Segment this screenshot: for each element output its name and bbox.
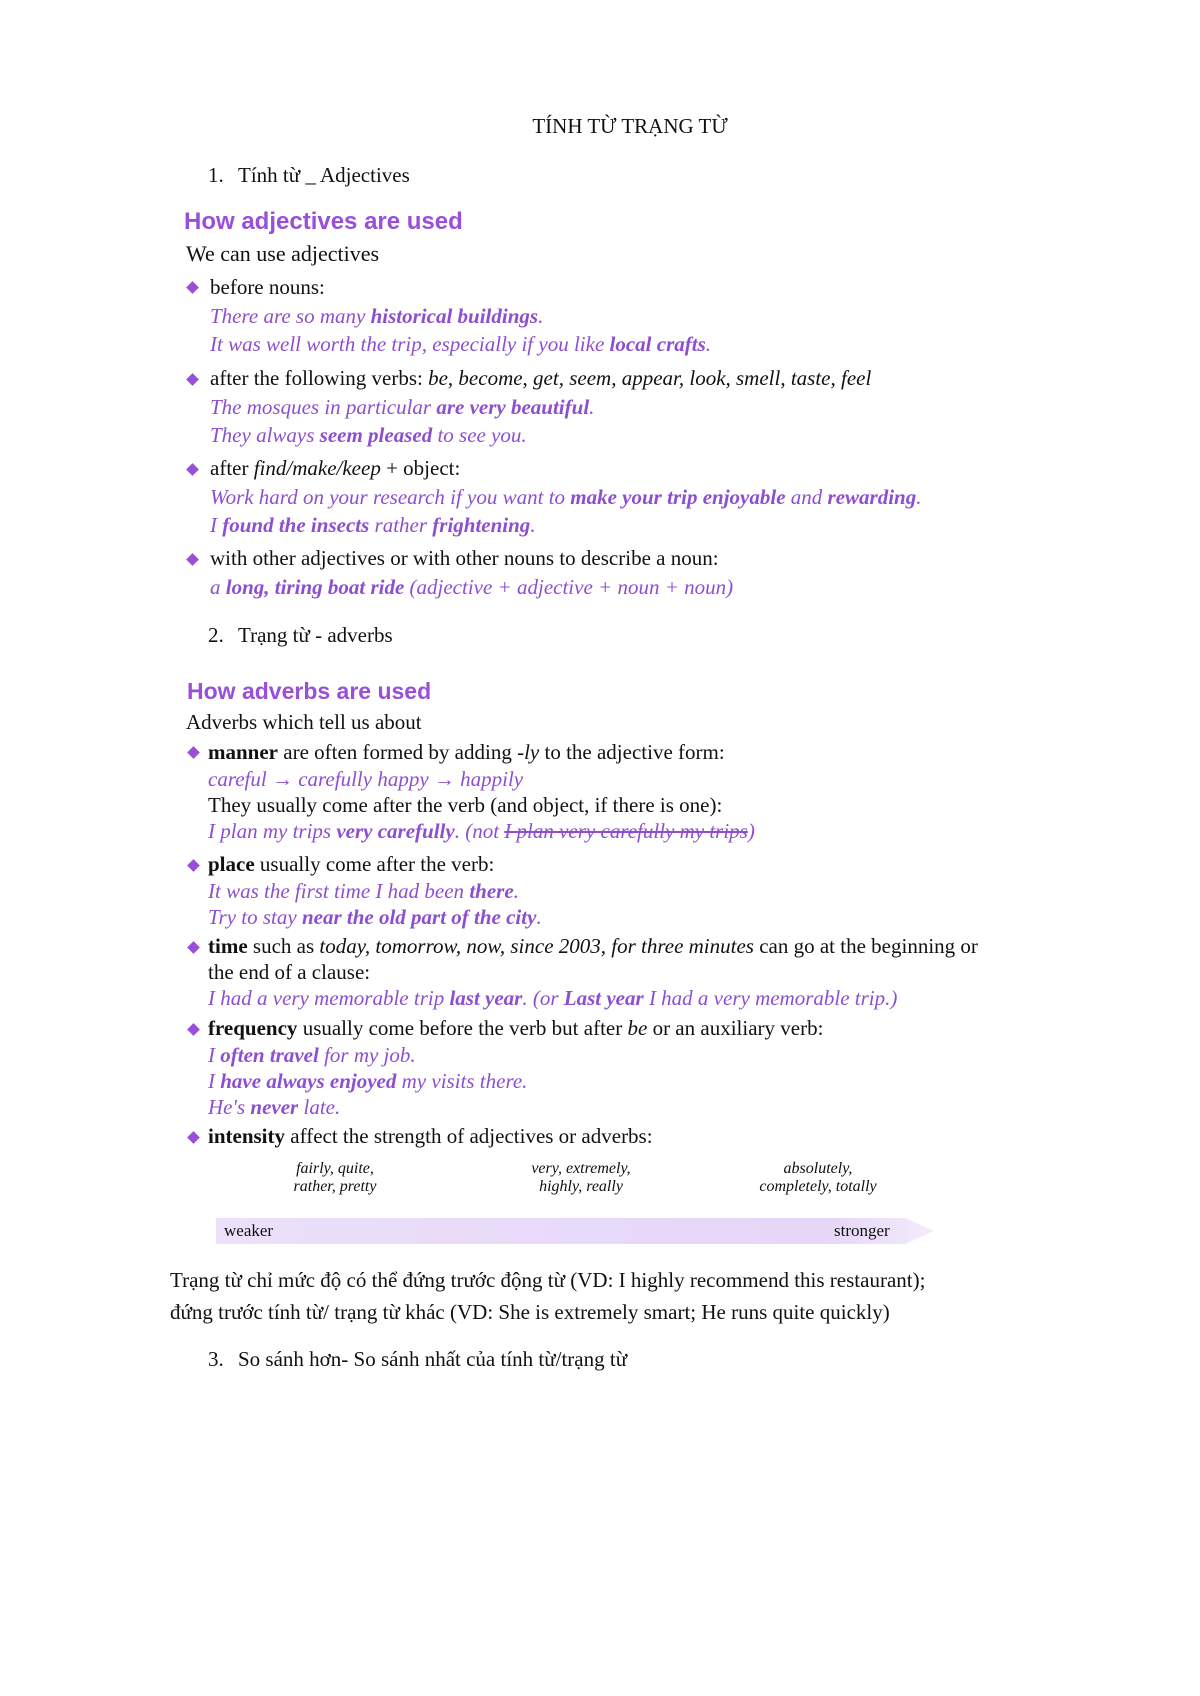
scale-group-strong: absolutely, completely, totally xyxy=(759,1160,877,1195)
adj-bullet-other-adjectives: with other adjectives or with other nouns to describe a noun: xyxy=(210,546,719,570)
section-2 xyxy=(208,623,393,648)
bullet-icon xyxy=(186,553,199,566)
adverb-example: It was the first time I had been there. xyxy=(208,879,519,903)
adj-example: It was well worth the trip, especially if you like local crafts. xyxy=(210,332,712,356)
adverb-example: Try to stay near the old part of the city. xyxy=(208,905,542,929)
adverbs-heading: How adverbs are used xyxy=(187,678,432,704)
adverb-example: I have always enjoyed my visits there. xyxy=(208,1069,528,1093)
section-3 xyxy=(208,1347,627,1372)
adj-example: There are so many historical buildings. xyxy=(210,304,544,328)
scale-weaker-label: weaker xyxy=(224,1221,274,1240)
bullet-icon xyxy=(187,1023,200,1036)
section-number: 1. xyxy=(208,163,224,187)
adj-example: The mosques in particular are very beautiful. xyxy=(210,395,595,419)
adj-example: I found the insects rather frightening. xyxy=(210,513,536,537)
adverb-place: place usually come after the verb: xyxy=(208,852,495,876)
adverb-example: careful → carefully happy → happily xyxy=(208,767,524,791)
paragraph-line: Trạng từ chỉ mức độ có thể đứng trước động từ (VD: I highly recommend this restaurant); xyxy=(170,1268,926,1292)
adverb-example: I had a very memorable trip last year. (or Last year I had a very memorable trip.) xyxy=(208,986,898,1010)
intensity-scale-arrow xyxy=(216,1218,934,1244)
adj-bullet-verbs: after the following verbs: be, become, get, seem, appear, look, smell, taste, feel xyxy=(210,366,872,390)
section-label: Tính từ _ Adjectives xyxy=(238,163,410,187)
paragraph-line: đứng trước tính từ/ trạng từ khác (VD: She is extremely smart; He runs quite quickly) xyxy=(170,1300,890,1324)
adverb-example: I plan my trips very carefully. (not I plan very carefully my trips) xyxy=(208,819,755,843)
bullet-icon xyxy=(187,1131,200,1144)
adj-example: a long, tiring boat ride (adjective + adjective + noun + noun) xyxy=(210,575,734,599)
adverb-manner-note: They usually come after the verb (and object, if there is one): xyxy=(208,793,723,817)
bullet-icon xyxy=(186,373,199,386)
scale-stronger-label: stronger xyxy=(834,1221,890,1240)
adverb-frequency: frequency usually come before the verb but after be or an auxiliary verb: xyxy=(208,1016,824,1040)
adverbs-intro: Adverbs which tell us about xyxy=(186,710,422,734)
adverb-manner: manner are often formed by adding -ly to the adjective form: xyxy=(208,740,725,764)
section-label: Trạng từ - adverbs xyxy=(238,623,393,647)
section-number: 2. xyxy=(208,623,224,647)
section-number: 3. xyxy=(208,1347,224,1371)
bullet-icon xyxy=(186,463,199,476)
adverb-time-continued: the end of a clause: xyxy=(208,960,371,984)
adverb-example: I often travel for my job. xyxy=(208,1043,416,1067)
adjectives-heading: How adjectives are used xyxy=(184,208,463,235)
section-1 xyxy=(208,163,410,188)
adverb-example: He's never late. xyxy=(208,1095,341,1119)
adj-example: Work hard on your research if you want to make your trip enjoyable and rewarding. xyxy=(210,485,922,509)
bullet-icon xyxy=(187,859,200,872)
section-label: So sánh hơn- So sánh nhất của tính từ/trạng từ xyxy=(238,1347,628,1371)
adj-bullet-find-make-keep: after find/make/keep + object: xyxy=(210,456,461,480)
bullet-icon xyxy=(186,281,199,294)
adjectives-intro: We can use adjectives xyxy=(186,241,380,266)
bullet-icon xyxy=(187,941,200,954)
scale-group-medium: very, extremely, highly, really xyxy=(531,1160,631,1195)
bullet-icon xyxy=(187,746,200,759)
adj-example: They always seem pleased to see you. xyxy=(210,423,527,447)
scale-group-weak: fairly, quite, rather, pretty xyxy=(293,1160,377,1195)
adj-bullet-before-nouns: before nouns: xyxy=(210,275,325,299)
adverb-time: time such as today, tomorrow, now, since 2003, for three minutes can go at the beginning or xyxy=(208,934,978,958)
adverb-intensity: intensity affect the strength of adjectives or adverbs: xyxy=(208,1124,653,1148)
page-title: TÍNH TỪ TRẠNG TỪ xyxy=(532,114,728,138)
